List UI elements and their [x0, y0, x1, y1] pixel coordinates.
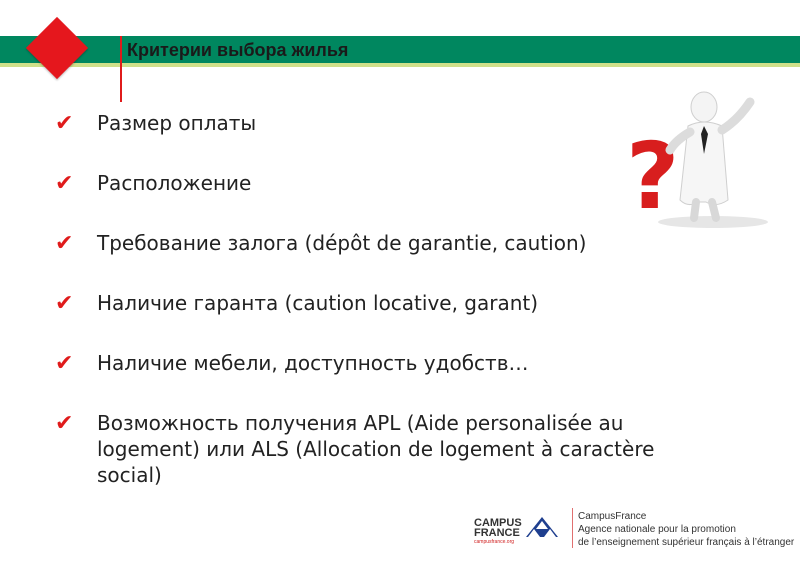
- list-item: [55, 350, 675, 376]
- question-mark-person-illustration: [618, 90, 768, 230]
- list-item-text: Наличие мебели, доступность удобств…: [97, 351, 529, 375]
- list-item-text: Наличие гаранта (caution locative, garant): [97, 291, 539, 315]
- svg-text:?: ?: [626, 123, 680, 230]
- list-item: [55, 170, 675, 196]
- list-item-text: Размер оплаты: [97, 111, 257, 135]
- logo-line2: FRANCE: [474, 527, 520, 539]
- list-item: [55, 230, 675, 256]
- criteria-list: [55, 110, 675, 488]
- check-icon: ✔: [55, 351, 74, 376]
- logo-triangle-icon: [526, 517, 558, 537]
- red-diamond-icon: [26, 17, 88, 79]
- logo-url: campusfrance.org: [474, 539, 515, 545]
- check-icon: ✔: [55, 411, 74, 436]
- org-line2: Agence nationale pour la promotion: [578, 524, 736, 535]
- list-item: [55, 410, 675, 488]
- check-icon: ✔: [55, 291, 74, 316]
- org-line3: de l’enseignement supérieur français à l’étranger: [578, 537, 795, 548]
- campus-france-logo: [474, 515, 564, 545]
- check-icon: ✔: [55, 231, 74, 256]
- list-item: [55, 290, 675, 316]
- logo-line1: CAMPUS: [474, 517, 522, 529]
- footer-org-text: [578, 510, 794, 549]
- list-item-text: Требование залога (dépôt de garantie, caution): [97, 231, 587, 255]
- list-item-text: Возможность получения APL (Aide personalisée au logement) или ALS (Allocation de logement à caractère social): [97, 411, 655, 487]
- list-item-text: Расположение: [97, 171, 252, 195]
- check-icon: ✔: [55, 171, 74, 196]
- slide-title: Критерии выбора жилья: [127, 40, 349, 60]
- check-icon: ✔: [55, 111, 74, 136]
- org-name: CampusFrance: [578, 511, 647, 522]
- list-item: [55, 110, 675, 136]
- footer-divider: [572, 508, 573, 548]
- title-divider: [120, 36, 122, 102]
